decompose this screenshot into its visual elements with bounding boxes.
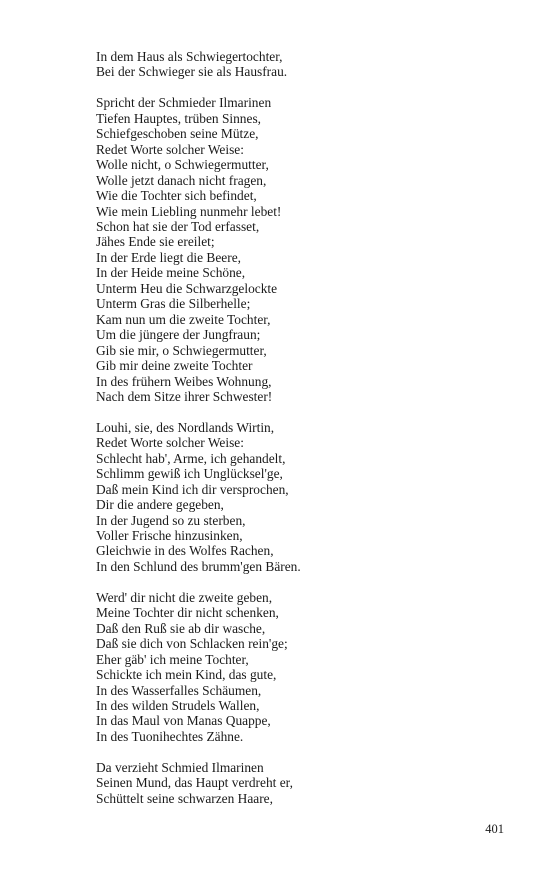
poem-line: Gib sie mir, o Schwiegermutter, (96, 342, 267, 358)
poem-line: In der Erde liegt die Beere, (96, 249, 241, 265)
poem-line: Gleichwie in des Wolfes Rachen, (96, 543, 274, 559)
poem-stanza (96, 420, 516, 575)
poem-line: In der Jugend so zu sterben, (96, 512, 246, 528)
poem-line: Wie mein Liebling nunmehr lebet! (96, 203, 282, 219)
poem-line: In des wilden Strudels Wallen, (96, 697, 260, 713)
poem-line: Daß den Ruß sie ab dir wasche, (96, 620, 266, 636)
poem-line: Schlecht hab', Arme, ich gehandelt, (96, 450, 286, 466)
poem-line: In dem Haus als Schwiegertochter, (96, 49, 283, 64)
poem-line: Seinen Mund, das Haupt verdreht er, (96, 775, 293, 791)
poem-stanza (96, 95, 516, 404)
poem-line: Schiefgeschoben seine Mütze, (96, 126, 259, 142)
poem-line: Gib mir deine zweite Tochter (96, 358, 253, 374)
poem-line: In das Maul von Manas Quappe, (96, 713, 271, 729)
poem-line: Schon hat sie der Tod erfasset, (96, 218, 260, 234)
poem-line: Schickte ich mein Kind, das gute, (96, 667, 277, 683)
poem-line: Daß sie dich von Schlacken rein'ge; (96, 636, 288, 652)
poem-stanza (96, 49, 516, 80)
poem-line: Schlimm gewiß ich Unglücksel'ge, (96, 466, 283, 482)
poem-line: Wie die Tochter sich befindet, (96, 188, 257, 204)
poem-line: Unterm Heu die Schwarzgelockte (96, 280, 278, 296)
poem-line: Um die jüngere der Jungfraun; (96, 327, 261, 343)
poem-line: Kam nun um die zweite Tochter, (96, 311, 271, 327)
poem-line: Jähes Ende sie ereilet; (96, 234, 215, 250)
poem-text (96, 49, 516, 822)
poem-line: Bei der Schwieger sie als Hausfrau. (96, 64, 288, 80)
poem-line: Werd' dir nicht die zweite geben, (96, 589, 273, 605)
poem-line: Redet Worte solcher Weise: (96, 435, 244, 451)
poem-line: Voller Frische hinzusinken, (96, 528, 243, 544)
poem-line: Da verzieht Schmied Ilmarinen (96, 759, 264, 775)
poem-line: Wolle nicht, o Schwiegermutter, (96, 157, 269, 173)
poem-line: Tiefen Hauptes, trüben Sinnes, (96, 110, 262, 126)
poem-line: Redet Worte solcher Weise: (96, 141, 244, 157)
poem-line: Dir die andere gegeben, (96, 497, 224, 513)
poem-line: Louhi, sie, des Nordlands Wirtin, (96, 419, 275, 435)
poem-line: Meine Tochter dir nicht schenken, (96, 605, 279, 621)
poem-line: In des Tuonihechtes Zähne. (96, 728, 244, 744)
poem-line: In des frühern Weibes Wohnung, (96, 373, 272, 389)
poem-line: Nach dem Sitze ihrer Schwester! (96, 388, 273, 404)
poem-line: In den Schlund des brumm'gen Bären. (96, 558, 301, 574)
poem-line: In des Wasserfalles Schäumen, (96, 682, 262, 698)
poem-stanza (96, 760, 516, 806)
page-number: 401 (485, 822, 504, 836)
poem-line: Wolle jetzt danach nicht fragen, (96, 172, 267, 188)
poem-line: Unterm Gras die Silberhelle; (96, 296, 251, 312)
poem-line: Spricht der Schmieder Ilmarinen (96, 95, 272, 111)
poem-line: In der Heide meine Schöne, (96, 265, 246, 281)
poem-line: Eher gäb' ich meine Tochter, (96, 651, 249, 667)
poem-line: Schüttelt seine schwarzen Haare, (96, 790, 273, 806)
poem-line: Daß mein Kind ich dir versprochen, (96, 481, 289, 497)
poem-stanza (96, 590, 516, 745)
